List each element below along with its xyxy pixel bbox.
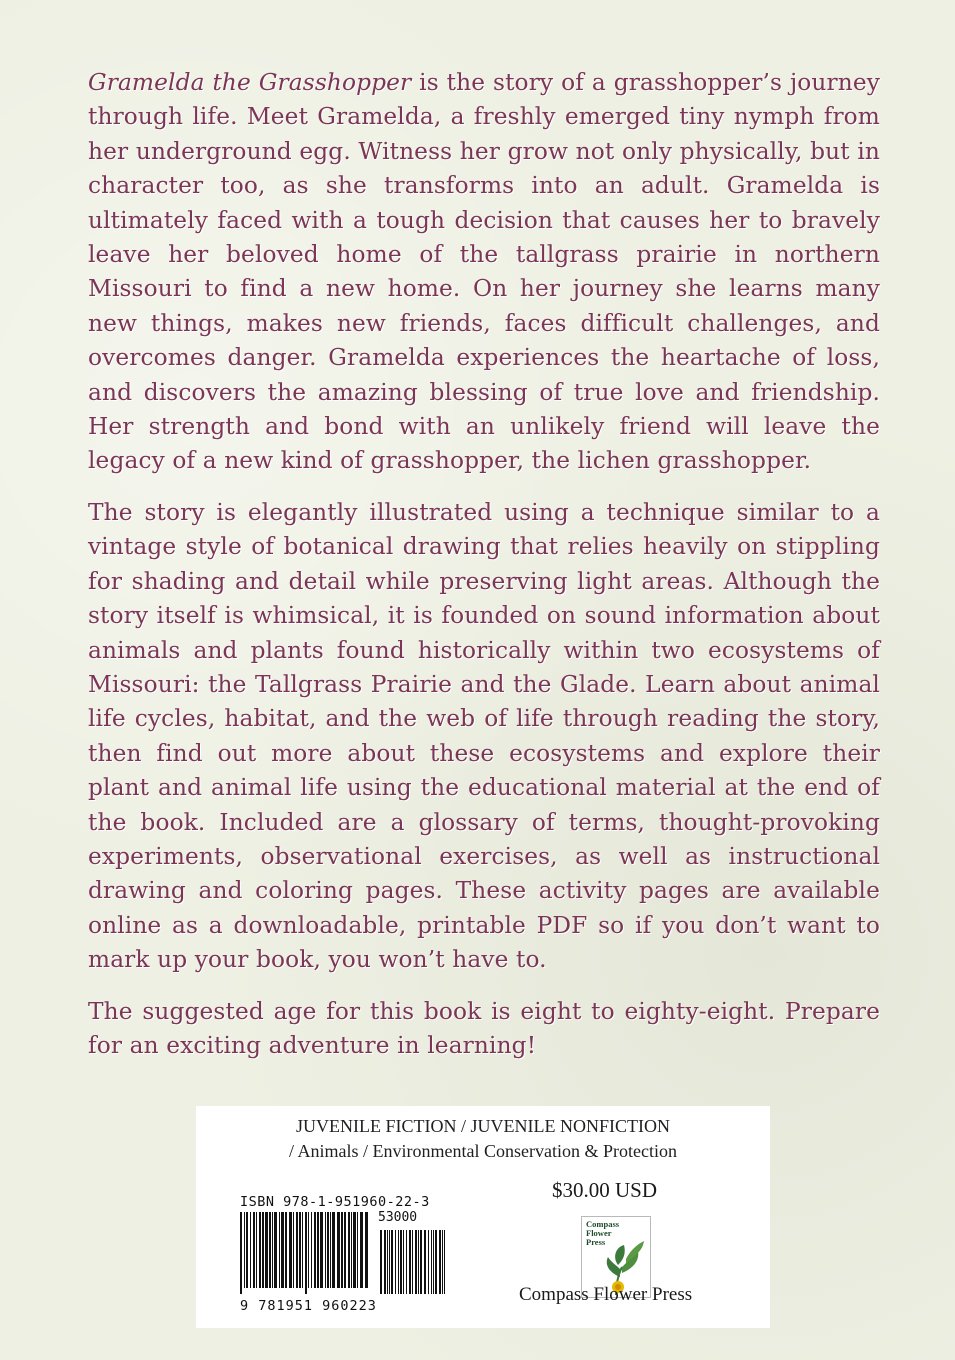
isbn-label: ISBN 978-1-951960-22-3 bbox=[240, 1194, 430, 1210]
paragraph-1-text: is the story of a grasshopper’s journey through life. Meet Gramelda, a freshly emerged tiny nymph from her underground egg. Witness her grow not only physically, but in character too, as she transforms into an adult. Gramelda is ultimately faced with a tough decision that causes her to bravely leave her beloved home of the tallgrass prairie in northern Missouri to find a new home. On her journey she learns many new things, makes new friends, faces difficult challenges, and overcomes danger. Gramelda experiences the heartache of loss, and discovers the amazing blessing of true love and friendship. Her strength and bond with an unlikely friend will leave the legacy of a new kind of grasshopper, the lichen grasshopper. bbox=[88, 69, 880, 475]
description-paragraph-2: The story is elegantly illustrated using a technique similar to a vintage style of botanical drawing that relies heavily on stippling for shading and detail while preserving light areas. Although the story itself is whimsical, it is founded on sound information about animals and plants found historically within two ecosystems of Missouri: the Tallgrass Prairie and the Glade. Learn about animal life cycles, habitat, and the web of life through reading the story, then find out more about these ecosystems and explore their plant and animal life using the educational material at the end of the book. Included are a glossary of terms, thought-provoking experiments, observational exercises, as well as instructional drawing and coloring pages. These activity pages are available online as a downloadable, printable PDF so if you don’t want to mark up your book, you won’t have to. bbox=[88, 498, 880, 974]
logo-text: Compass Flower Press bbox=[586, 1219, 620, 1247]
back-cover-description bbox=[88, 66, 880, 1063]
book-title: Gramelda the Grasshopper bbox=[88, 69, 412, 96]
category-line-1: JUVENILE FICTION / JUVENILE NONFICTION bbox=[296, 1116, 670, 1136]
price: $30.00 USD bbox=[552, 1178, 658, 1202]
isbn-barcode bbox=[240, 1212, 450, 1294]
publisher-name: Compass Flower Press bbox=[519, 1284, 693, 1305]
description-paragraph-1 bbox=[88, 66, 880, 479]
ean-number: 9 781951 960223 bbox=[240, 1298, 377, 1314]
description-paragraph-3: The suggested age for this book is eight to eighty-eight. Prepare for an exciting adventure in learning! bbox=[88, 997, 880, 1059]
barcode-addon-number: 53000 bbox=[378, 1210, 418, 1225]
category-line-2: / Animals / Environmental Conservation & Protection bbox=[289, 1141, 677, 1161]
book-info-box bbox=[196, 1106, 770, 1328]
